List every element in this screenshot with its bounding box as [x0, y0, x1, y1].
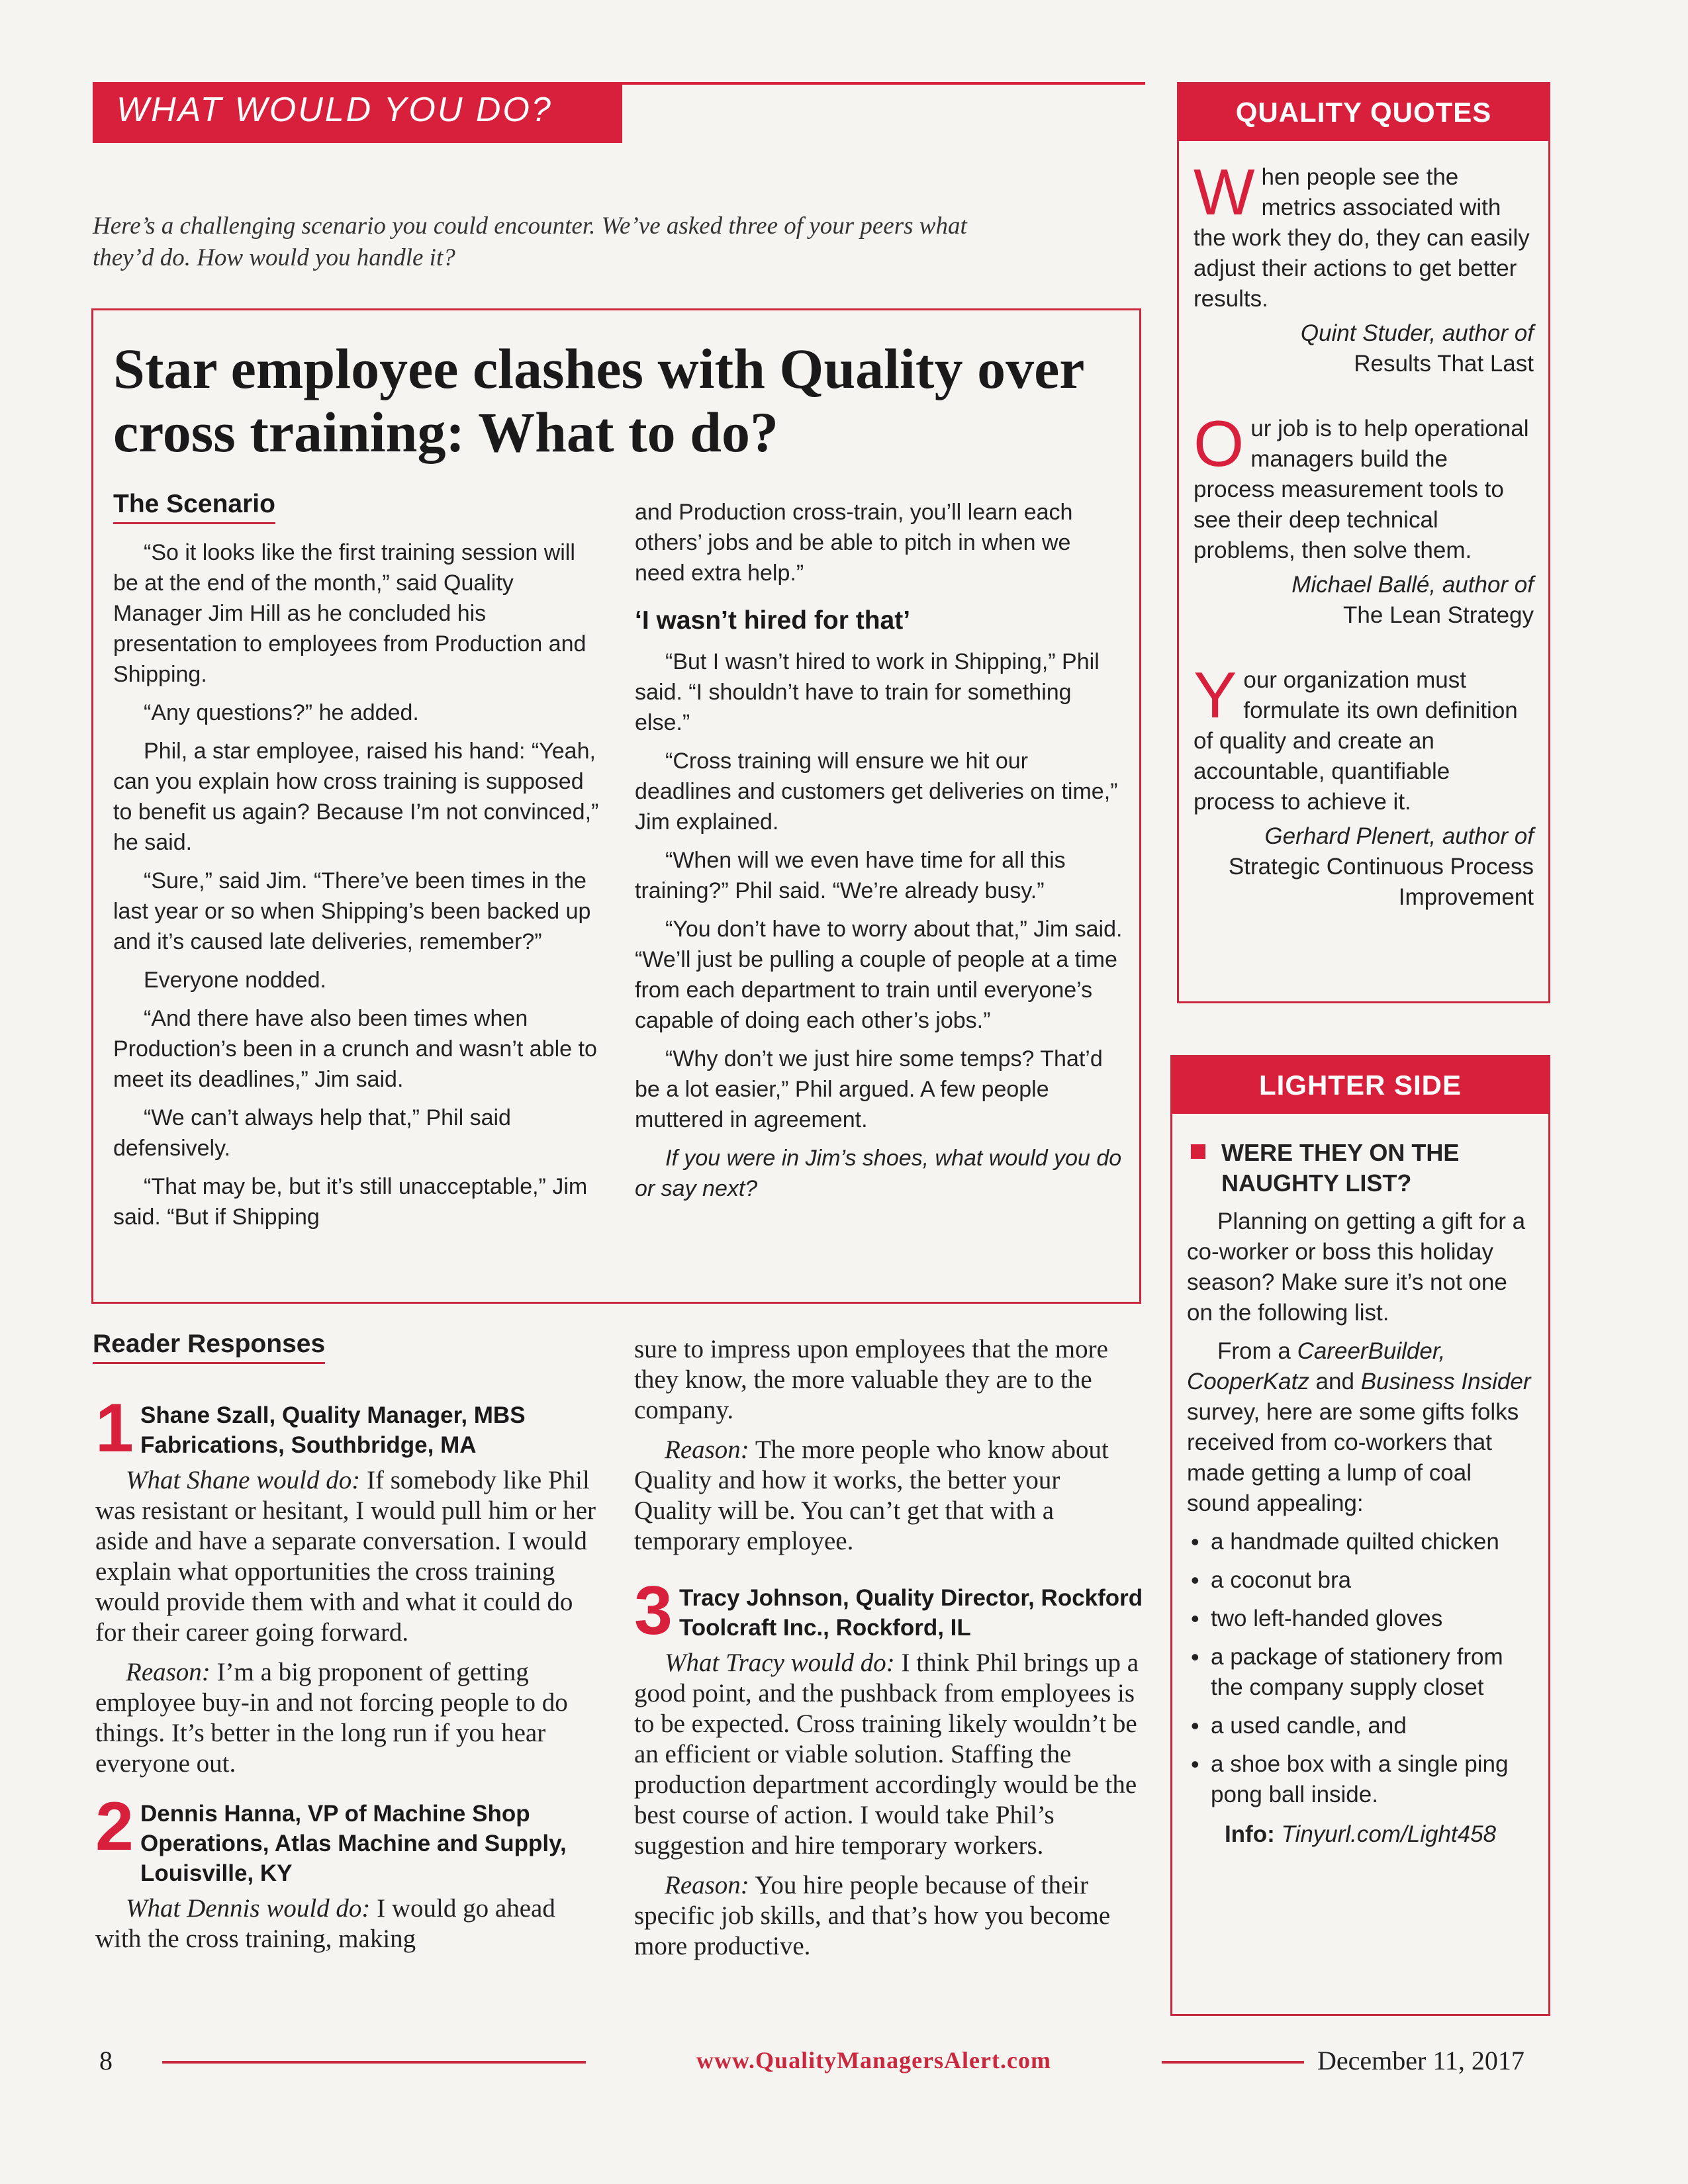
quote-attribution	[1179, 570, 1548, 631]
section-title-banner	[93, 82, 622, 143]
response-number: 2	[95, 1788, 134, 1865]
list-item: • a package of stationery from the company supply closet	[1187, 1642, 1534, 1703]
scenario-paragraph: “Cross training will ensure we hit our deadlines and customers get deliveries on time,” Jim explained.	[635, 749, 1118, 835]
reason-text: I’m a big proponent of getting employee buy-in and not forcing people to do things. It’s better in the long run if you hear everyone out.	[95, 1658, 568, 1778]
response-number: 1	[95, 1390, 134, 1467]
gift-list	[1187, 1527, 1534, 1810]
footer-rule-right	[1162, 2061, 1304, 2064]
survey-text: From a	[1217, 1338, 1297, 1364]
survey-source: Business Insider	[1360, 1369, 1531, 1394]
scenario-paragraph: “Any questions?” he added.	[144, 700, 419, 725]
reader-responses-heading: Reader Responses	[93, 1329, 325, 1364]
would-do-text: I think Phil brings up a good point, and the pushback from employees is to be expected. Cross training likely wouldn’t be an efficient or viable solution. Staffing the production department accordingly would be the best course of action. I would take Phil’s suggestion and hire temporary workers.	[634, 1649, 1139, 1860]
response-header	[95, 1788, 605, 1888]
page-number: 8	[99, 2046, 113, 2075]
reason-text: You hire people because of their specific job skills, and that’s how you become more productive.	[634, 1871, 1111, 1960]
quote-book: Strategic Continuous Process Improvement	[1228, 854, 1534, 910]
scenario-column-1	[113, 489, 603, 1240]
footer-url[interactable]: www.QualityManagersAlert.com	[696, 2047, 1051, 2073]
quote-author: Michael Ballé, author of	[1291, 572, 1534, 598]
reason-label: Reason:	[126, 1658, 211, 1686]
quality-quotes-box	[1177, 82, 1550, 1003]
scenario-heading: The Scenario	[113, 489, 275, 524]
quote-text	[1179, 407, 1548, 566]
quality-quotes-title: QUALITY QUOTES	[1179, 84, 1548, 141]
lighter-side-title: LIGHTER SIDE	[1172, 1057, 1548, 1114]
would-do-text: If somebody like Phil was resistant or hesitant, I would pull him or her aside and have a separate conversation. I would explain what opportunities the cross training would provide them with and what it could do for their career going forward.	[95, 1466, 596, 1647]
scenario-paragraph: Everyone nodded.	[144, 968, 326, 993]
list-item: • a handmade quilted chicken	[1187, 1527, 1534, 1557]
response-header	[634, 1572, 1144, 1649]
response-paragraph	[634, 1870, 1144, 1962]
quote-body: hen people see the metrics associated with the work they do, they can easily adjust their actions to get better results.	[1194, 164, 1530, 312]
response-paragraph	[95, 1657, 605, 1779]
survey-source: CareerBuilder, CooperKatz	[1187, 1338, 1446, 1394]
scenario-paragraph: “Sure,” said Jim. “There’ve been times in the last year or so when Shipping’s been backed up and it’s caused late deliveries, remember?”	[113, 868, 591, 954]
scenario-paragraph: “You don’t have to worry about that,” Jim said. “We’ll just be pulling a couple of people at a time from each department to train until everyone’s capable of doing each other’s jobs.”	[635, 917, 1123, 1033]
footer-rule-left	[162, 2061, 586, 2064]
quote-text	[1179, 659, 1548, 817]
page-footer	[93, 2045, 1549, 2078]
response-paragraph	[634, 1435, 1144, 1557]
list-item: • a used candle, and	[1187, 1711, 1534, 1741]
responses-column-2	[634, 1334, 1144, 1971]
list-item: • a coconut bra	[1187, 1565, 1534, 1596]
quote-book: The Lean Strategy	[1343, 602, 1534, 628]
quote-attribution	[1179, 318, 1548, 379]
responder-name: Dennis Hanna, VP of Machine Shop Operations, Atlas Machine and Supply, Louisville, KY	[140, 1801, 567, 1886]
lighter-side-box	[1170, 1055, 1550, 2016]
scenario-paragraph: “When will we even have time for all this training?” Phil said. “We’re already busy.”	[635, 848, 1066, 903]
lighter-intro: Planning on getting a gift for a co-worker or boss this holiday season? Make sure it’s not one on the following list.	[1187, 1208, 1526, 1326]
square-bullet-icon	[1191, 1144, 1205, 1159]
lighter-side-content	[1172, 1138, 1548, 1850]
info-line	[1187, 1819, 1534, 1850]
issue-date: December 11, 2017	[1317, 2046, 1524, 2075]
closing-question: If you were in Jim’s shoes, what would you do or say next?	[635, 1146, 1122, 1201]
quote-dropcap: O	[1194, 407, 1244, 480]
response-paragraph	[95, 1893, 605, 1954]
quote-body: ur job is to help operational managers build the process measurement tools to see their deep technical problems, then solve them.	[1194, 416, 1529, 563]
response-paragraph	[95, 1465, 605, 1648]
quote-author: Gerhard Plenert, author of	[1264, 823, 1534, 849]
quote-author: Quint Studer, author of	[1300, 320, 1534, 346]
lighter-survey	[1187, 1336, 1534, 1519]
section-title: WHAT WOULD YOU DO?	[117, 91, 553, 129]
scenario-paragraph: “We can’t always help that,” Phil said defensively.	[113, 1105, 511, 1161]
reason-label: Reason:	[665, 1435, 749, 1464]
article-headline: Star employee clashes with Quality over cross training: What to do?	[113, 337, 1084, 464]
would-do-label: What Shane would do:	[126, 1466, 361, 1494]
survey-text: survey, here are some gifts folks received from co-workers that made getting a lump of coal sound appealing:	[1187, 1399, 1519, 1516]
response-paragraph	[634, 1648, 1144, 1861]
quote-attribution	[1179, 821, 1548, 913]
quote-body: our organization must formulate its own definition of quality and create an accountable, quantifiable process to achieve it.	[1194, 667, 1518, 815]
scenario-paragraph: “That may be, but it’s still unacceptable,” Jim said. “But if Shipping	[113, 1174, 588, 1230]
response-paragraph: sure to impress upon employees that the more they know, the more valuable they are to the company.	[634, 1335, 1108, 1424]
responder-name: Tracy Johnson, Quality Director, Rockford Toolcraft Inc., Rockford, IL	[679, 1585, 1143, 1641]
scenario-subhead: ‘I wasn’t hired for that’	[635, 606, 911, 635]
reason-label: Reason:	[665, 1871, 749, 1899]
scenario-paragraph: “And there have also been times when Production’s been in a crunch and wasn’t able to meet its deadlines,” Jim said.	[113, 1006, 597, 1092]
quote-dropcap: W	[1194, 156, 1255, 228]
scenario-paragraph: “Why don’t we just hire some temps? That’d be a lot easier,” Phil argued. A few people muttered in agreement.	[635, 1046, 1103, 1132]
scenario-column-2	[635, 497, 1125, 1212]
scenario-paragraph: and Production cross-train, you’ll learn each others’ jobs and be able to pitch in when we need extra help.”	[635, 500, 1073, 586]
quote-dropcap: Y	[1194, 659, 1237, 731]
intro-text: Here’s a challenging scenario you could encounter. We’ve asked three of your peers what they’d do. How would you handle it?	[93, 212, 967, 271]
reason-text: The more people who know about Quality and how it works, the better your Quality will be. You can’t get that with a temporary employee.	[634, 1435, 1109, 1555]
scenario-paragraph: “So it looks like the first training session will be at the end of the month,” said Quality Manager Jim Hill as he concluded his presentation to employees from Production and Shipping.	[113, 540, 586, 687]
would-do-label: What Dennis would do:	[126, 1894, 371, 1923]
survey-text: and	[1309, 1369, 1361, 1394]
quote-text	[1179, 156, 1548, 314]
response-number: 3	[634, 1572, 673, 1649]
would-do-text: I would go ahead with the cross training, making	[95, 1894, 555, 1953]
info-label: Info:	[1224, 1821, 1275, 1847]
scenario-paragraph: Phil, a star employee, raised his hand: “Yeah, can you explain how cross training is supposed to benefit us again? Because I’m not convinced,” he said.	[113, 739, 599, 855]
naughty-list-heading	[1187, 1138, 1534, 1199]
scenario-paragraph: “But I wasn’t hired to work in Shipping,” Phil said. “I shouldn’t have to train for something else.”	[635, 649, 1100, 735]
list-item: • a shoe box with a single ping pong ball inside.	[1187, 1749, 1534, 1810]
quote-book: Results That Last	[1354, 351, 1534, 377]
scenario-box	[91, 308, 1141, 1304]
response-header	[95, 1390, 605, 1467]
info-link[interactable]: Tinyurl.com/Light458	[1281, 1821, 1497, 1847]
list-item: • two left-handed gloves	[1187, 1604, 1534, 1634]
responses-column-1	[95, 1370, 605, 1964]
responder-name: Shane Szall, Quality Manager, MBS Fabrications, Southbridge, MA	[140, 1402, 526, 1458]
would-do-label: What Tracy would do:	[665, 1649, 895, 1677]
naughty-list-heading-text: WERE THEY ON THE NAUGHTY LIST?	[1221, 1139, 1460, 1197]
